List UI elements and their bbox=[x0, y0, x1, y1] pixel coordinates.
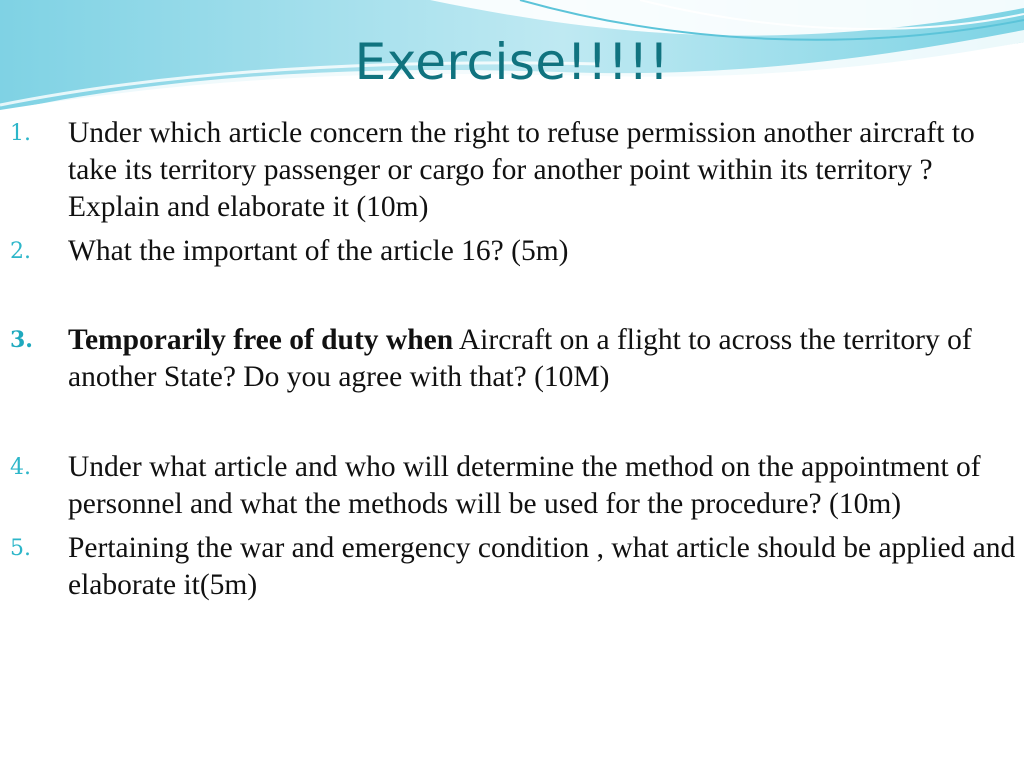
question-item bbox=[0, 322, 1024, 396]
question-text: Under what article and who will determine the method on the appointment of personnel and what the methods will be used for the procedure? (10m) bbox=[68, 451, 981, 520]
question-bold-phrase: Temporarily free of duty when bbox=[68, 324, 454, 356]
question-number: 2. bbox=[10, 239, 31, 264]
question-text: Pertaining the war and emergency condition , what article should be applied and elaborate it(5m) bbox=[68, 532, 1016, 601]
question-number: 3. bbox=[10, 327, 33, 353]
question-number: 5. bbox=[10, 536, 31, 561]
question-text: Under which article concern the right to refuse permission another aircraft to take its territory passenger or cargo for another point within its territory ?Explain and elaborate it (10m) bbox=[68, 117, 975, 223]
question-number: 4. bbox=[10, 455, 31, 480]
slide-title: Exercise!!!!! bbox=[354, 33, 670, 91]
question-item bbox=[0, 449, 1024, 523]
question-list bbox=[0, 112, 1024, 604]
question-text: What the important of the article 16? (5m) bbox=[68, 235, 569, 267]
question-text bbox=[68, 322, 1024, 396]
question-item bbox=[0, 233, 1024, 270]
question-item bbox=[0, 115, 1024, 226]
question-number: 1. bbox=[10, 121, 31, 146]
question-item bbox=[0, 530, 1024, 604]
question-text-rest: Aircraft on a flight to across the territory of another State? Do you agree with that? (10M) bbox=[68, 324, 972, 393]
